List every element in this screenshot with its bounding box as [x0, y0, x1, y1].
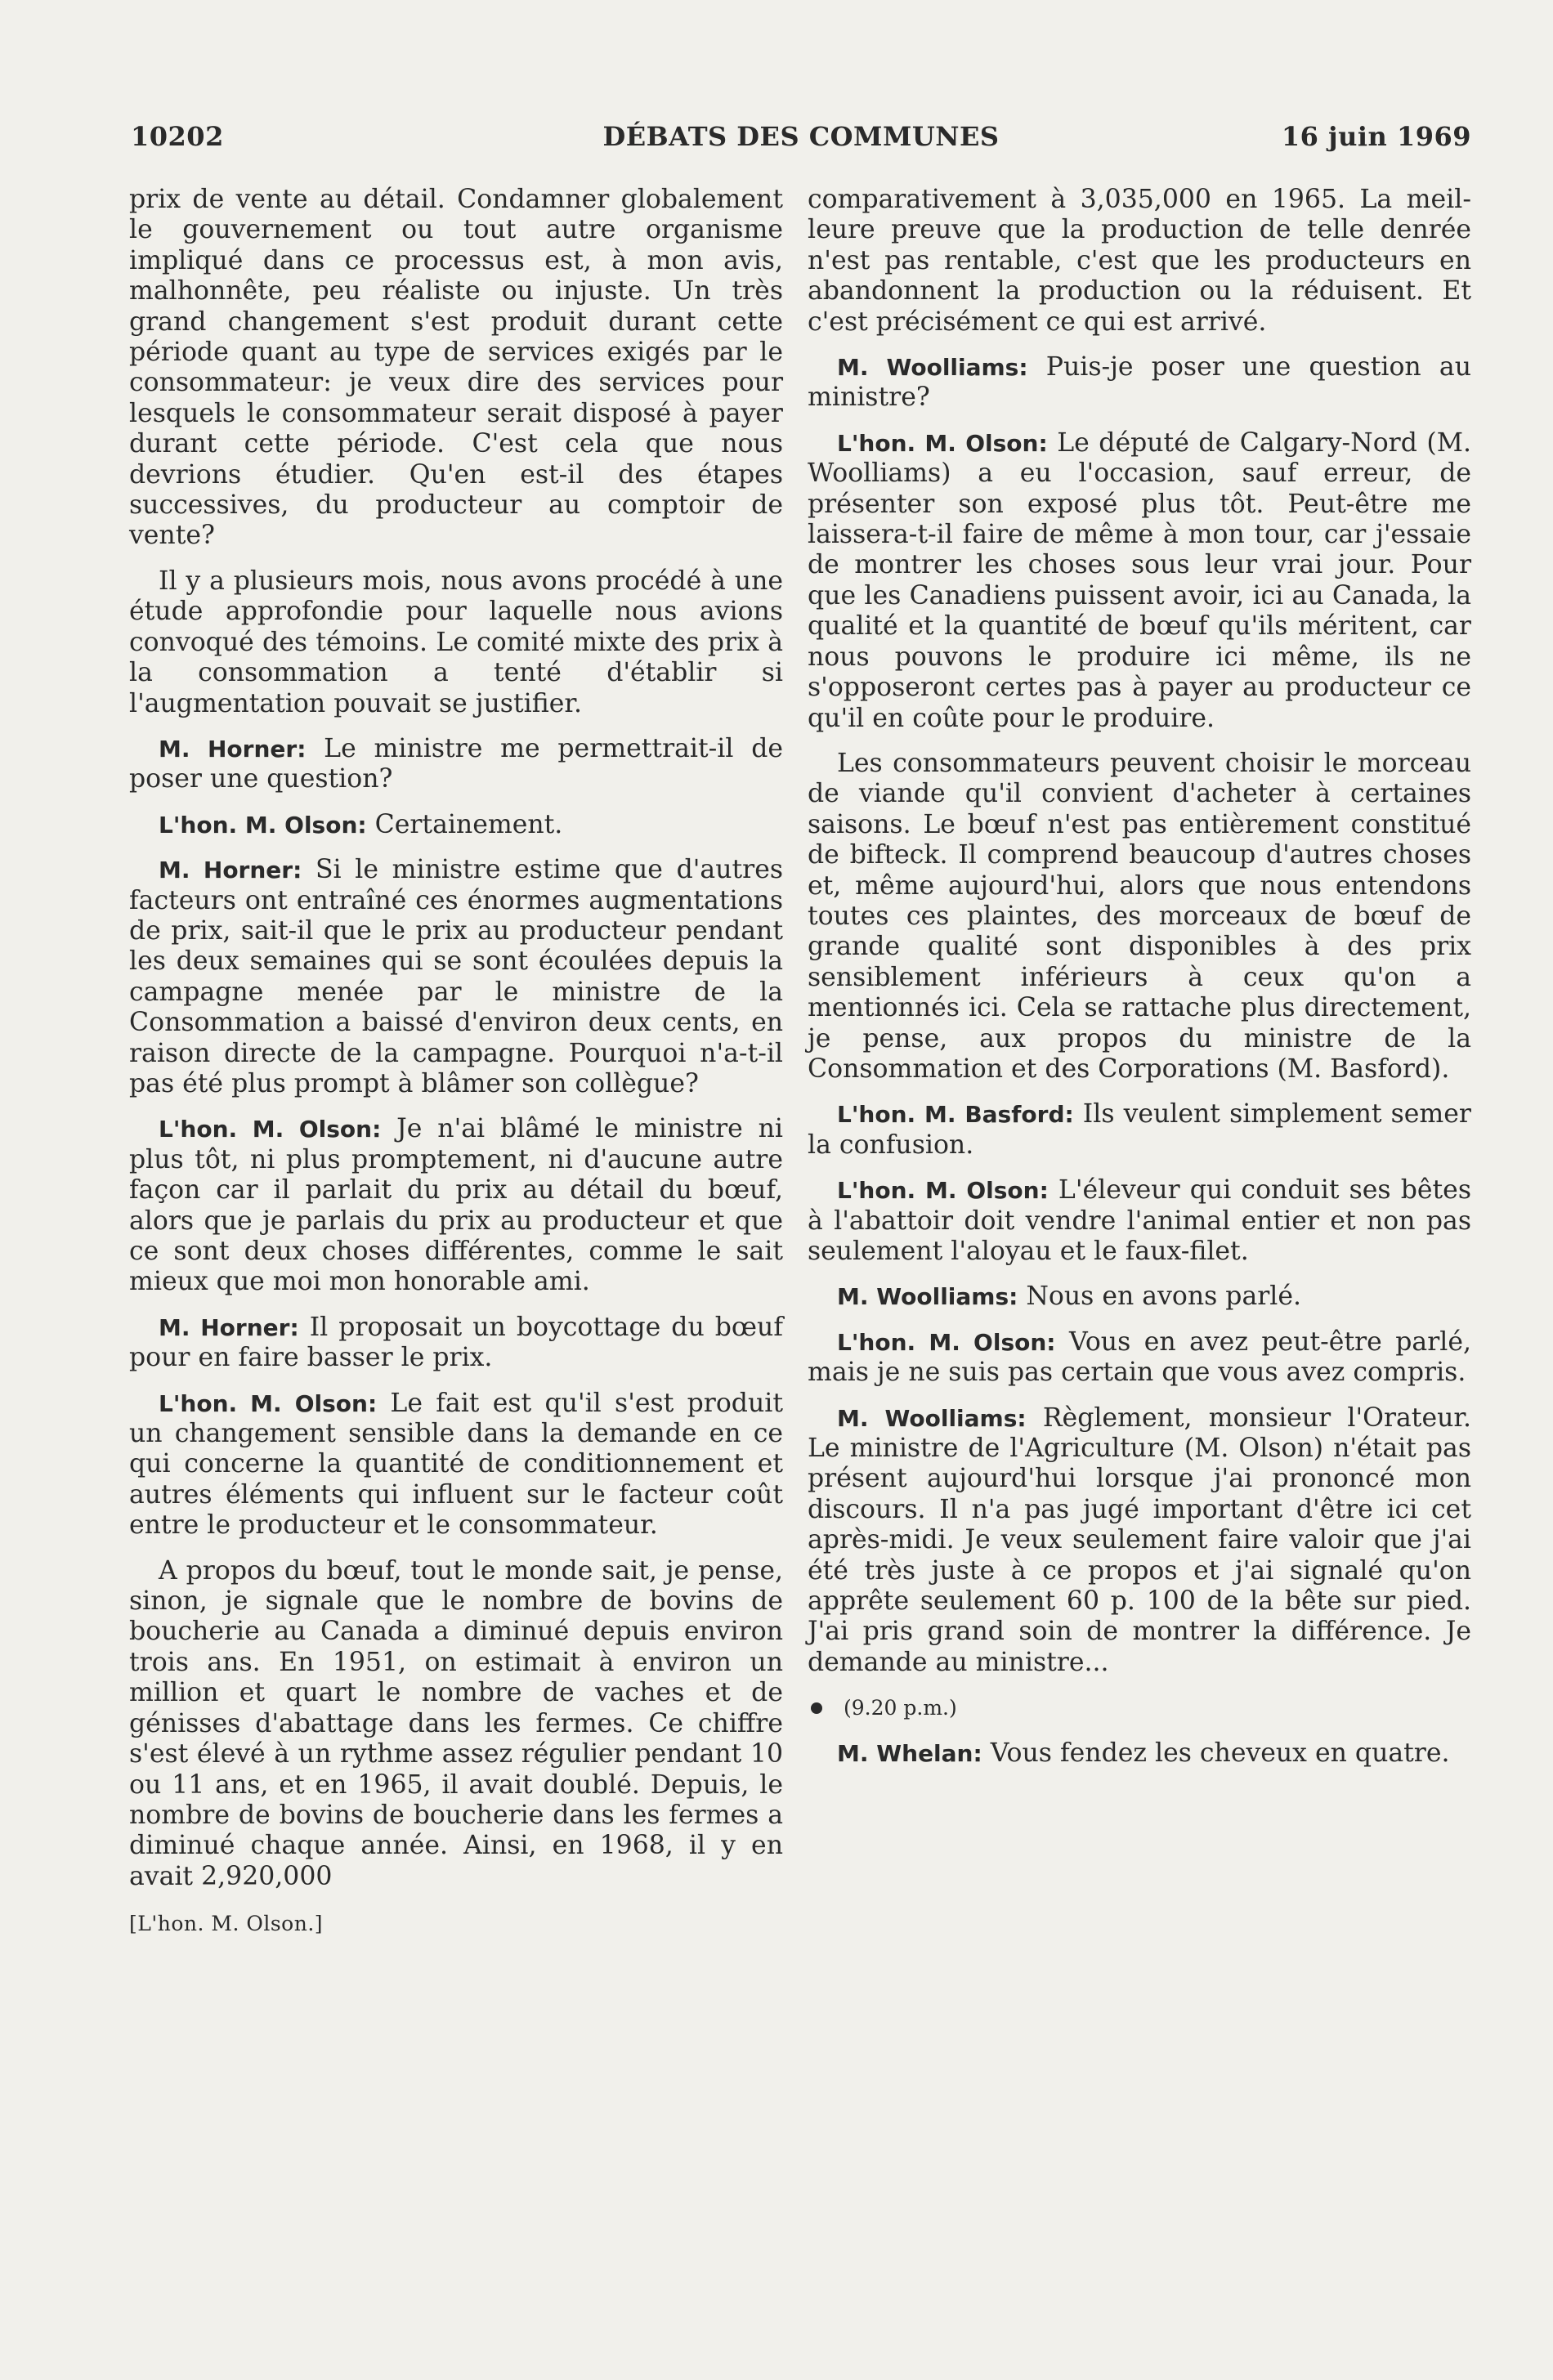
speech-text: Le député de Calgary-Nord (M. Woolliams) a eu l'occasion, sauf erreur, de présenter son exposé plus tôt. Peut-être me laissera-t-il faire de même à mon tour, car j'essaie de montrer les choses sous leur vrai jour. Pour que les Canadiens puissent avoir, ici au Canada, la qualité et la quantité de bœuf qu'ils méritent, car nous pouvons le produire ici même, ils ne s'opposeront certes pas à payer au producteur ce qu'il en coûte pour le produire. [808, 427, 1471, 733]
speaker-name: L'hon. M. Olson: [159, 1389, 378, 1417]
speaker-name: M. Woolliams: [837, 1283, 1018, 1311]
speech [808, 1738, 1471, 1769]
speech-text: Vous fendez les cheveux en quatre. [982, 1738, 1450, 1768]
speech [129, 734, 783, 795]
paragraph: Les consommateurs peuvent choisir le morceau de viande qu'il convient d'acheter à certaines saisons. Le bœuf n'est pas entièrement constitué de bifteck. Il comprend beaucoup d'autres choses et, même aujourd'hui, alors que nous entendons toutes ces plaintes, des morceaux de bœuf de grande qualité sont disponibles à des prix sensiblement inférieurs à ceux qu'on a mentionnés ici. Cela se rattache plus directement, je pense, aux propos du ministre de la Consommation et des Corporations (M. Basford). [808, 748, 1471, 1084]
time-marker [808, 1693, 1471, 1723]
speech-text: L'éleveur qui conduit ses bêtes à l'abattoir doit vendre l'animal entier et non pas seulement l'aloyau et le faux-filet. [808, 1175, 1471, 1266]
speech [808, 1099, 1471, 1161]
speaker-name: M. Woolliams: [837, 1404, 1027, 1432]
speaker-name: L'hon. M. Basford: [837, 1101, 1074, 1129]
speech [808, 428, 1471, 734]
speech [808, 1327, 1471, 1389]
page-number: 10202 [131, 121, 224, 152]
paragraph: A propos du bœuf, tout le monde sait, je pense, sinon, je signale que le nombre de bovins de boucherie au Canada a diminué depuis environ trois ans. En 1951, on estimait à environ un million et quart le nombre de vaches et de génisses d'abattage dans les fermes. Ce chiffre s'est élevé à un rythme assez régulier pendant 10 ou 11 ans, et en 1965, il avait doublé. Depuis, le nombre de bovins de boucherie dans les fermes a diminué chaque année. Ainsi, en 1968, il y en avait 2,920,000 [129, 1555, 783, 1891]
speech-text: Il proposait un boycottage du bœuf pour en faire basser le prix. [129, 1312, 784, 1373]
page-header [131, 121, 1471, 157]
bullet-icon [811, 1702, 822, 1714]
speaker-name: L'hon. M. Olson: [837, 1328, 1056, 1356]
speaker-name: M. Horner: [159, 857, 302, 884]
right-column [808, 185, 1471, 1783]
speaker-name: M. Horner: [159, 1313, 299, 1341]
left-column [129, 185, 783, 1954]
speech [129, 1389, 783, 1541]
speech-text: Ils veulent simplement semer la confusion. [808, 1099, 1471, 1160]
speech-text: Le fait est qu'il s'est produit un changement sensible dans la demande en ce qui concerne la quantité de conditionnement et autres éléments qui influent sur le facteur coût entre le producteur et le consommateur. [129, 1388, 783, 1541]
paragraph: comparativement à 3,035,000 en 1965. La meilleure preuve que la production de telle denrée n'est pas rentable, c'est que les producteurs en abandonnent la production ou la réduisent. Et c'est précisément ce qui est arrivé. [808, 185, 1471, 337]
speech [808, 1282, 1471, 1312]
speech [129, 1114, 783, 1297]
paragraph: Il y a plusieurs mois, nous avons procédé à une étude approfondie pour laquelle nous avions convoqué des témoins. Le comité mixte des prix à la consommation a tenté d'établir si l'augmentation pouvait se justifier. [129, 566, 783, 718]
speaker-attribution: [L'hon. M. Olson.] [129, 1912, 324, 1936]
page-date: 16 juin 1969 [1281, 121, 1471, 152]
speech-text: Nous en avons parlé. [1018, 1282, 1302, 1312]
publication-title: DÉBATS DES COMMUNES [602, 121, 1000, 152]
speaker-name: L'hon. M. Olson: [159, 1116, 382, 1143]
speech-text: Le ministre me permettrait-il de poser une question? [129, 733, 784, 794]
speaker-name: M. Woolliams: [837, 354, 1028, 382]
paragraph: prix de vente au détail. Condamner globalement le gouvernement ou tout autre organisme impliqué dans ce processus est, à mon avis, malhonnête, peu réaliste ou injuste. Un très grand changement s'est produit durant cette période quant au type de services exigés par le consommateur: je veux dire des services pour lesquels le consommateur serait disposé à payer durant cette période. C'est cela que nous devrions étudier. Qu'en est-il des étapes successives, du producteur au comptoir de vente? [129, 185, 783, 551]
speaker-name: L'hon. M. Olson: [159, 811, 367, 839]
speech-text: Puis-je poser une question au ministre? [808, 352, 1472, 413]
speech-text: Je n'ai blâmé le ministre ni plus tôt, ni plus promptement, ni d'aucune autre façon car il parlait du prix au détail du bœuf, alors que je parlais du prix au producteur et que ce sont deux choses différentes, comme le sait mieux que moi mon honorable ami. [129, 1114, 783, 1297]
speech [808, 1403, 1471, 1679]
speech [129, 855, 783, 1099]
speech-text: Vous en avez peut-être parlé, mais je ne suis pas certain que vous avez compris. [808, 1326, 1471, 1388]
speech [808, 1175, 1471, 1267]
timestamp: (9.20 p.m.) [844, 1696, 957, 1720]
speech-text: Si le ministre estime que d'autres facteurs ont entraîné ces énormes augmentations de prix, sait-il que le prix au producteur pendant les deux semaines qui se sont écoulées depuis la campagne menée par le ministre de la Consommation a baissé d'environ deux cents, en raison directe de la campagne. Pourquoi n'a-t-il pas été plus prompt à blâmer son collègue? [129, 855, 784, 1098]
speech [129, 1313, 783, 1374]
speech-text: Règlement, monsieur l'Orateur. Le ministre de l'Agriculture (M. Olson) n'était pas présent aujourd'hui lorsque j'ai prononcé mon discours. Il n'a pas jugé important d'être ici cet après-midi. Je veux seulement faire valoir que j'ai été très juste à ce propos et j'ai signalé qu'on apprête seulement 60 p. 100 de la bête sur pied. J'ai pris grand soin de montrer la différence. Je demande au ministre... [808, 1402, 1471, 1677]
speaker-name: M. Horner: [159, 735, 307, 763]
speech-text: Certainement. [366, 809, 563, 839]
speaker-name: L'hon. M. Olson: [837, 1177, 1049, 1205]
speech [808, 352, 1471, 414]
speaker-name: M. Whelan: [837, 1739, 982, 1767]
speech [129, 810, 783, 840]
speaker-name: L'hon. M. Olson: [837, 429, 1048, 457]
